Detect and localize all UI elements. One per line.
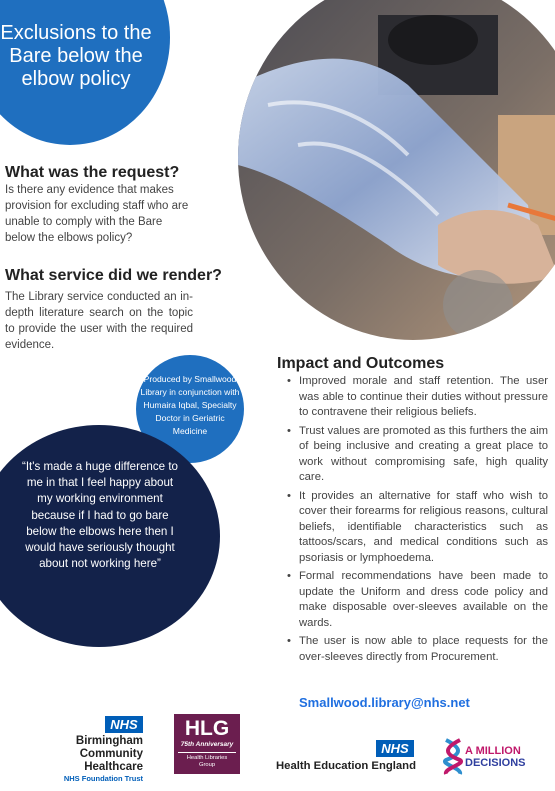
amd-line1: A MILLION	[465, 745, 521, 757]
outcome-item: • Trust values are promoted as this furthers the aim of being inclusive and creating a great place to work without compromising safe, high quality care.	[287, 424, 548, 483]
hlg-main: HLG	[184, 717, 230, 740]
bch-name-line2: Community Healthcare	[79, 748, 143, 773]
nhs-logo-icon: NHS	[105, 716, 143, 733]
testimonial-quote: “It's made a huge difference to me in that I feel happy about my working environment because if I had to go bare below the elbows here then I would have seriously thought about not working here”	[21, 460, 179, 571]
hlg-logo	[174, 714, 240, 774]
email-link[interactable]: Smallwood.library@nhs.net	[299, 695, 470, 710]
outcome-item: • It provides an alternative for staff who wish to cover their forearms for religious reasons, cultural beliefs, identifiable characteristics such as tattoos/scars, and medical conditions such as psoriasis or lymphoedema.	[287, 489, 548, 564]
produced-by-text: Produced by Smallwood Library in conjunction with Humaira Iqbal, Specialty Doctor in Geriatric Medicine	[140, 374, 240, 436]
hlg-sub1: Health Libraries	[186, 755, 228, 761]
outcomes-heading: Impact and Outcomes	[277, 355, 445, 372]
dna-icon	[442, 738, 466, 776]
service-body: The Library service conducted an in-depth literature search on the topic to provide the user with the required evidence.	[5, 291, 193, 351]
outcomes-list	[286, 374, 548, 668]
a-million-decisions-logo	[442, 738, 552, 778]
bch-name-line3: NHS Foundation Trust	[63, 774, 143, 783]
outcome-item: • Improved morale and staff retention. The user was able to continue their duties without pressure to contravene their religious beliefs.	[287, 375, 548, 418]
photo-illustration	[238, 0, 555, 340]
request-heading: What was the request?	[5, 164, 180, 181]
outcome-item: • The user is now able to place requests for the over-sleeves directly from Procurement.	[287, 635, 548, 663]
request-body: Is there any evidence that makes provision for excluding staff who are unable to comply with the Bare below the elbows policy?	[5, 184, 189, 244]
hee-name: Health Education England	[276, 760, 416, 772]
amd-line2: DECISIONS	[465, 757, 526, 769]
nhs-logo-icon: NHS	[376, 740, 414, 757]
bch-logo	[18, 716, 143, 784]
service-heading: What service did we render?	[5, 267, 222, 284]
hee-logo	[276, 740, 414, 773]
photo-image	[238, 0, 555, 340]
outcome-item: • Formal recommendations have been made to update the Uniform and dress code policy and make disposable over-sleeves available on the wards.	[287, 570, 548, 629]
hlg-anniversary: 75th Anniversary	[180, 741, 234, 748]
hlg-sub2: Group	[198, 762, 216, 768]
bch-name-line1: Birmingham	[75, 735, 143, 747]
page-title: Exclusions to the Bare below the elbow policy	[0, 22, 152, 90]
